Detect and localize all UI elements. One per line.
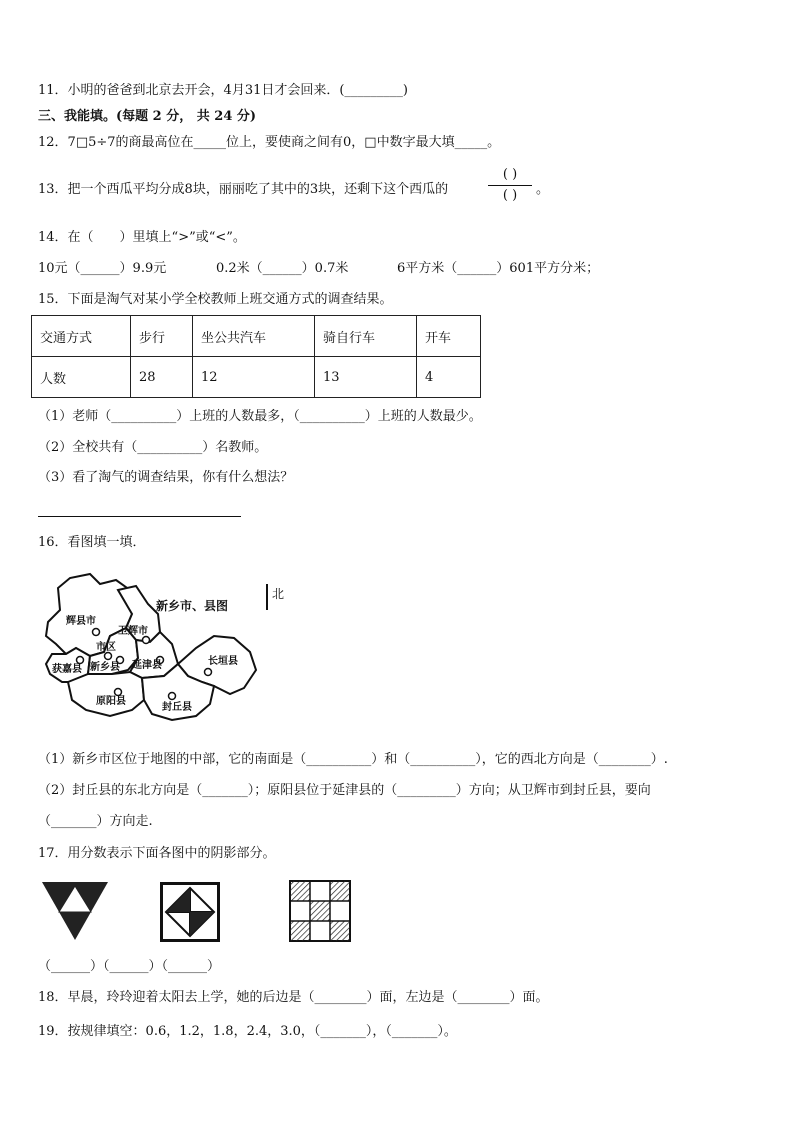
map-label: 封丘县 bbox=[162, 702, 192, 713]
map-label: 市区 bbox=[96, 642, 116, 653]
q16-sub-2b: （_______）方向走. bbox=[38, 814, 153, 829]
table-cell: 骑自行车 bbox=[315, 316, 417, 357]
table-cell: 开车 bbox=[417, 316, 481, 357]
fraction-denominator: ( ) bbox=[502, 188, 518, 203]
table-cell: 坐公共汽车 bbox=[193, 316, 315, 357]
map-label: 新乡县 bbox=[90, 662, 120, 673]
table-cell: 28 bbox=[131, 357, 193, 398]
table-cell: 13 bbox=[315, 357, 417, 398]
q15-sub-2: （2）全校共有（__________）名教师。 bbox=[38, 440, 268, 455]
table-cell: 交通方式 bbox=[32, 316, 131, 357]
q14-item-3: 6平方米（______）601平方分米； bbox=[397, 261, 600, 276]
map-title: 新乡市、县图 bbox=[156, 599, 229, 613]
fraction-blank bbox=[488, 167, 532, 204]
map-label: 辉县市 bbox=[66, 616, 96, 627]
fraction-numerator: ( ) bbox=[502, 167, 518, 182]
grid-figure bbox=[289, 880, 351, 942]
question-11: 11．小明的爸爸到北京去开会，4月31日才会回来．(_________) bbox=[38, 83, 408, 98]
q15-sub-3: （3）看了淘气的调查结果，你有什么想法？ bbox=[38, 470, 294, 485]
table-cell: 人数 bbox=[32, 357, 131, 398]
section-heading: 三、我能填。(每题 2 分， 共 24 分) bbox=[38, 109, 257, 124]
map-region-yuanyang bbox=[68, 672, 144, 716]
question-17: 17．用分数表示下面各图中的阴影部分。 bbox=[38, 846, 276, 861]
answer-line bbox=[38, 516, 241, 517]
map-label: 卫辉市 bbox=[118, 626, 148, 637]
square-figure bbox=[160, 882, 220, 942]
q17-answers: （______）（______）（______） bbox=[38, 959, 221, 974]
question-19: 19．按规律填空：0.6，1.2，1.8，2.4，3.0，（_______），（_______）。 bbox=[38, 1024, 457, 1039]
map-label: 原阳县 bbox=[96, 696, 126, 707]
table-cell: 12 bbox=[193, 357, 315, 398]
question-16: 16．看图填一填． bbox=[38, 535, 146, 550]
table-cell: 步行 bbox=[131, 316, 193, 357]
table-row bbox=[32, 316, 481, 357]
county-map bbox=[38, 570, 298, 722]
question-15: 15．下面是淘气对某小学全校教师上班交通方式的调查结果。 bbox=[38, 292, 393, 307]
q16-sub-2a: （2）封丘县的东北方向是（_______）；原阳县位于延津县的（_________）方向；从卫辉市到封丘县，要向 bbox=[38, 783, 651, 798]
question-18: 18．早晨，玲玲迎着太阳去上学，她的后边是（________）面，左边是（________）面。 bbox=[38, 990, 549, 1005]
north-label: 北 bbox=[272, 587, 285, 601]
map-label: 长垣县 bbox=[208, 656, 238, 667]
table-cell: 4 bbox=[417, 357, 481, 398]
triangle-figure bbox=[40, 880, 110, 942]
map-label: 延津县 bbox=[132, 660, 162, 671]
q14-item-2: 0.2米（______）0.7米 bbox=[216, 261, 349, 276]
survey-table bbox=[31, 315, 481, 398]
question-13 bbox=[38, 181, 448, 199]
map-label: 获嘉县 bbox=[52, 664, 82, 675]
question-14: 14．在（ ）里填上“>”或“<”。 bbox=[38, 230, 246, 245]
question-12: 12．7□5÷7的商最高位在_____位上，要使商之间有0，□中数字最大填_____。 bbox=[38, 135, 501, 150]
question-13-tail: 。 bbox=[536, 182, 550, 197]
q16-sub-1: （1）新乡市区位于地图的中部，它的南面是（__________）和（__________），它的西北方向是（________）. bbox=[38, 752, 668, 767]
q14-item-1: 10元（______）9.9元 bbox=[38, 261, 167, 276]
question-13-text: 13．把一个西瓜平均分成8块，丽丽吃了其中的3块，还剩下这个西瓜的 bbox=[38, 182, 449, 197]
table-row bbox=[32, 357, 481, 398]
q15-sub-1: （1）老师（__________）上班的人数最多，（__________）上班的人数最少。 bbox=[38, 409, 482, 424]
